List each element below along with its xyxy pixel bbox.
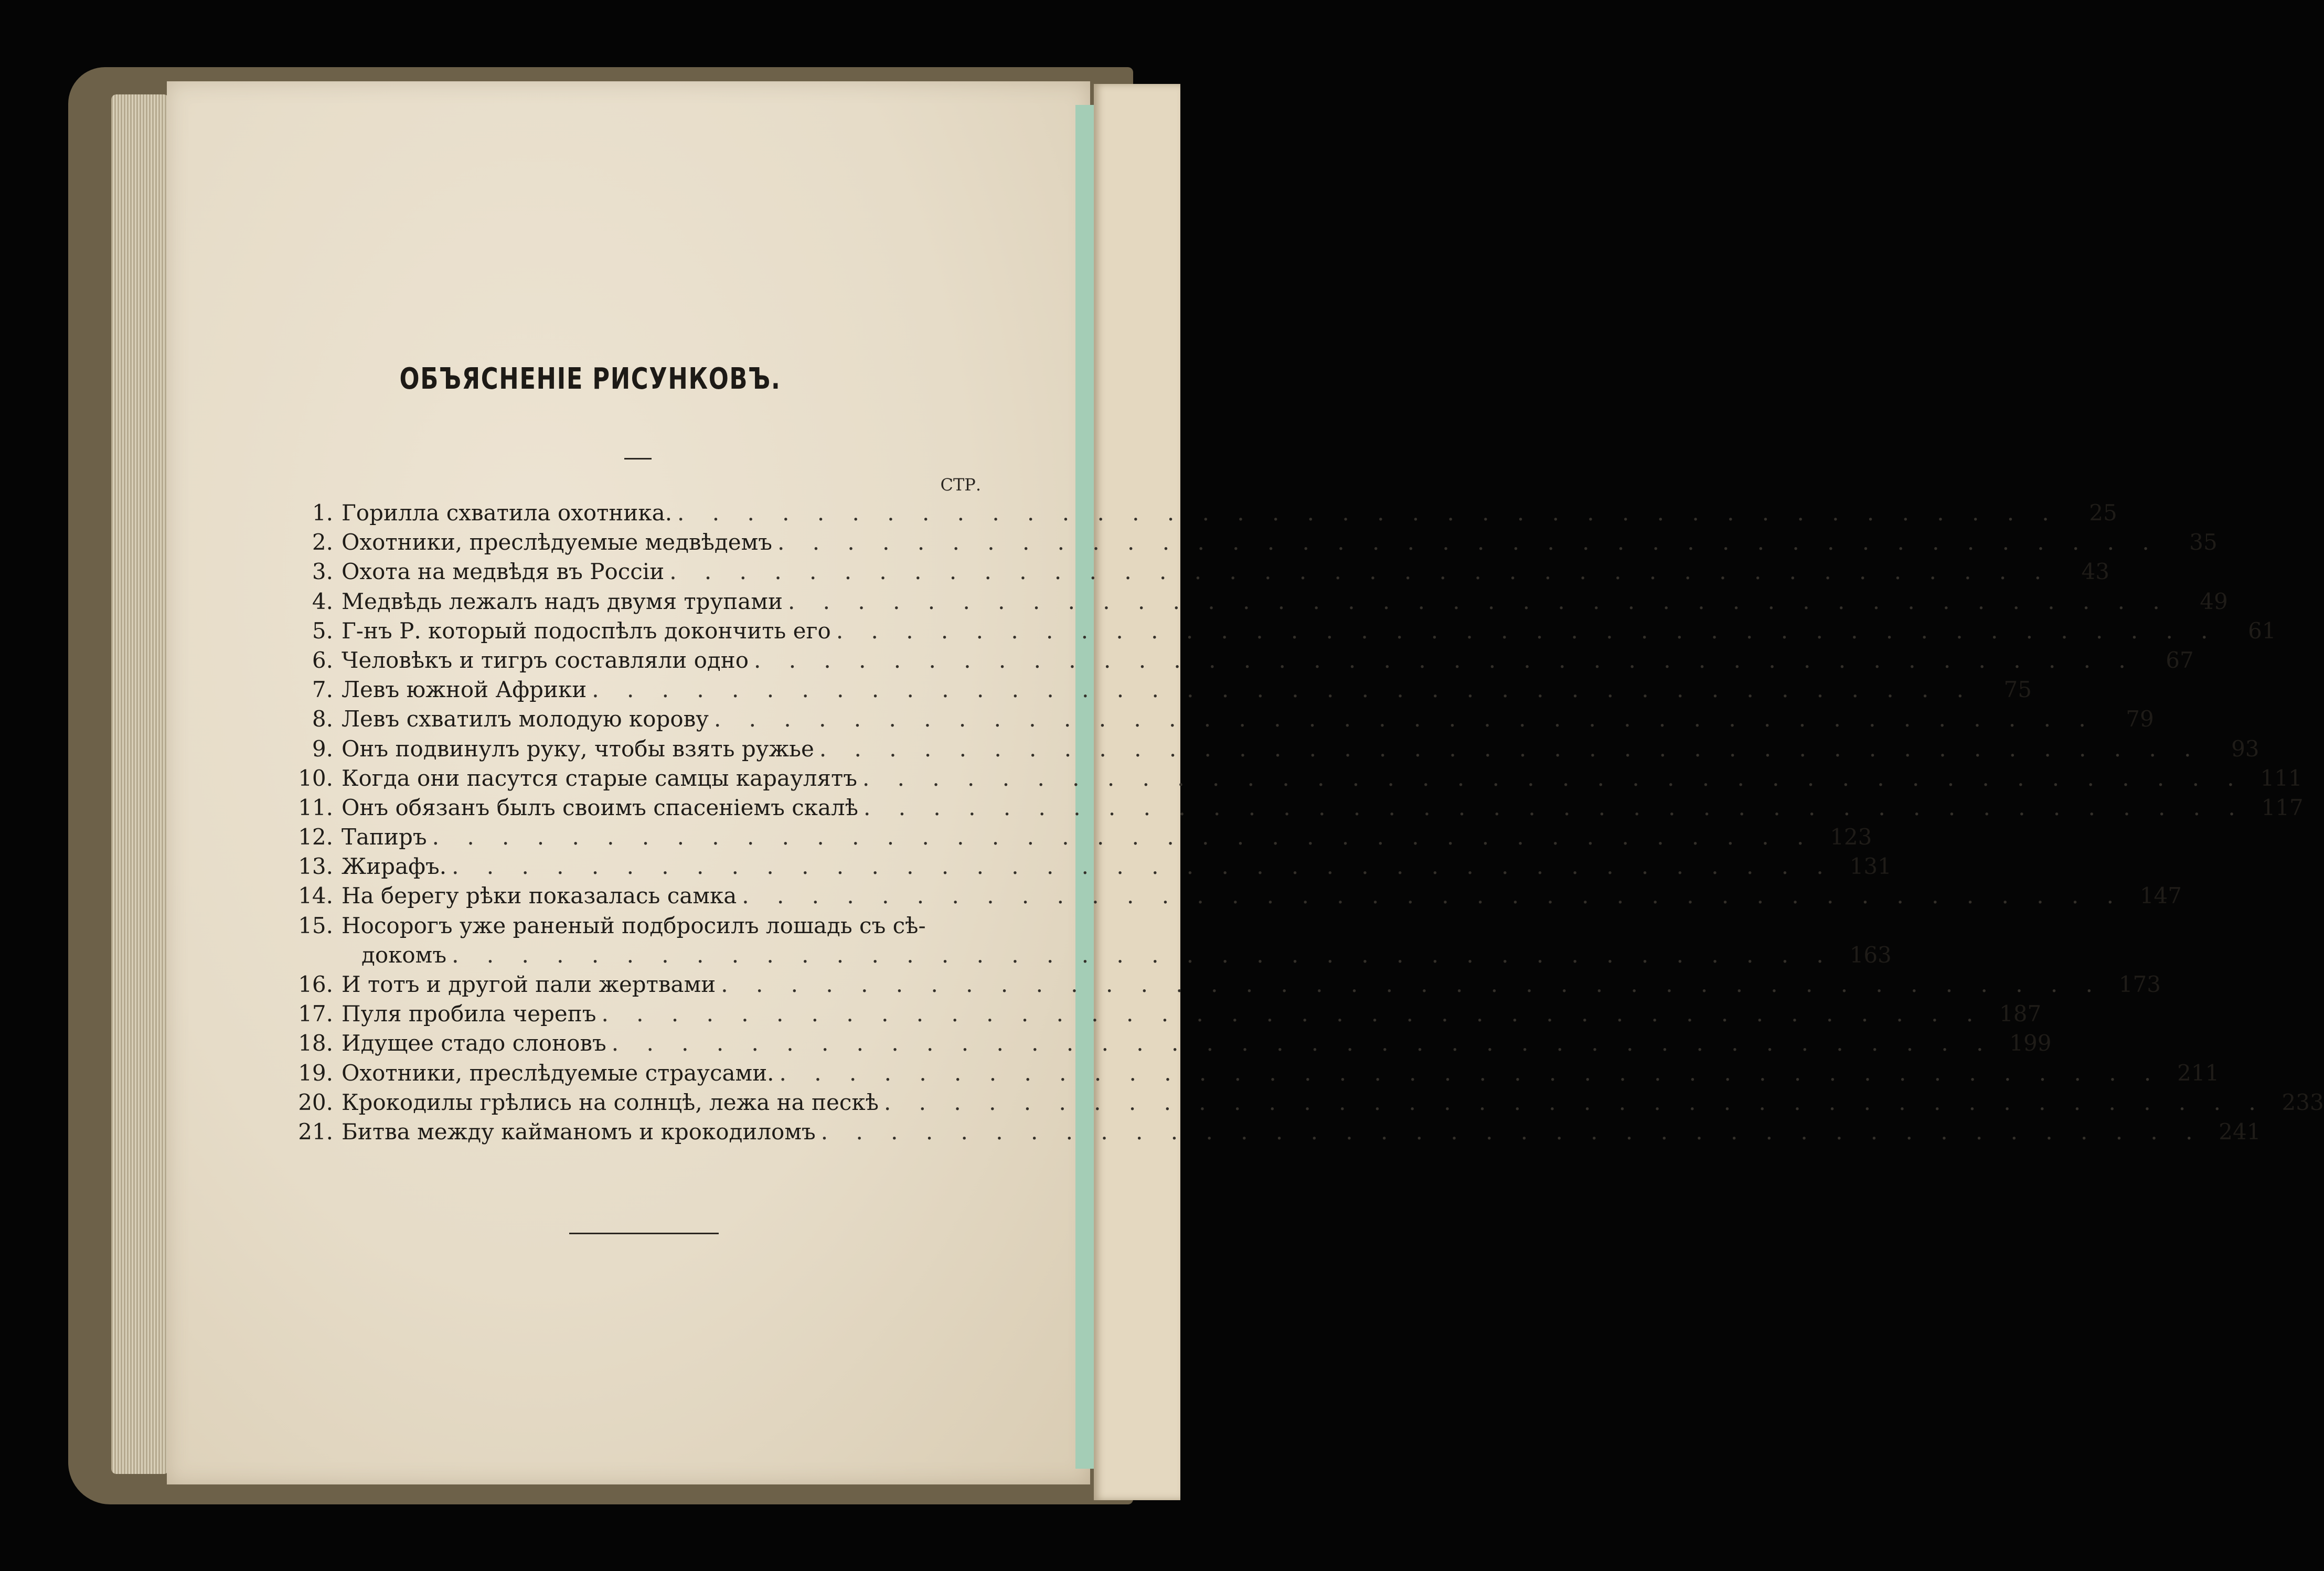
dot-leader: . . . . . . . . . . . . . . . . . . . . . . . . . . . . . . . . . . . . . . . . [862, 765, 2245, 791]
list-item [294, 764, 2302, 793]
list-item [294, 616, 2276, 646]
dot-leader: . . . . . . . . . . . . . . . . . . . . . . . . . . . . . . . . . . . . . . . . [721, 971, 2103, 997]
entry-title-continuation: докомъ [361, 942, 447, 968]
entry-title: Онъ подвинулъ руку, чтобы взять ружье [342, 735, 814, 762]
entry-number: 20. [298, 1089, 333, 1115]
entry-title: Носорогъ уже раненый подбросилъ лошадь съ сѣ- [342, 912, 926, 938]
dot-leader: . . . . . . . . . . . . . . . . . . . . . . . . . . . . . . . . . . . . . . . . [601, 1001, 1984, 1027]
list-item [294, 734, 2259, 764]
title-dash [624, 458, 652, 459]
entry-number: 11. [298, 794, 333, 820]
entry-number: 10. [298, 765, 333, 791]
dot-leader: . . . . . . . . . . . . . . . . . . . . . . . . . . . . . . . . . . . . . . . . [836, 617, 2219, 644]
list-item [294, 557, 2109, 586]
entry-number: 19. [298, 1060, 333, 1086]
entry-page: 49 [2200, 588, 2228, 614]
entry-page: 187 [1999, 1001, 2042, 1027]
entry-page: 131 [1849, 853, 1892, 880]
dot-leader: . . . . . . . . . . . . . . . . . . . . . . . . . . . . . . . . . . . . . . . . [611, 1030, 1994, 1056]
entry-title: Крокодилы грѣлись на солнцѣ, лежа на пескѣ [342, 1089, 879, 1115]
entry-title: Онъ обязанъ былъ своимъ спасенiемъ скалѣ [342, 794, 859, 820]
entry-page: 79 [2126, 706, 2154, 732]
entry-page: 25 [2089, 500, 2117, 526]
entry-title: Тапиръ [342, 824, 427, 850]
entry-page: 35 [2189, 529, 2218, 555]
illustrations-list [294, 498, 2324, 1147]
list-item [294, 675, 2032, 704]
dot-leader: . . . . . . . . . . . . . . . . . . . . . . . . . . . . . . . . . . . . . . . . [754, 647, 2136, 673]
entry-number: 14. [298, 883, 333, 909]
entry-title: На берегу рѣки показалась самка [342, 883, 737, 909]
entry-number: 8. [312, 706, 333, 732]
entry-page: 199 [2009, 1030, 2052, 1056]
list-item-continuation [294, 941, 1892, 970]
entry-page: 117 [2261, 794, 2304, 820]
page-edges [111, 94, 169, 1474]
entry-title: Жирафъ. [342, 853, 447, 880]
dot-leader: . . . . . . . . . . . . . . . . . . . . . . . . . . . . . . . . . . . . . . . . [677, 500, 2060, 526]
list-item [294, 970, 2161, 999]
entry-page: 43 [2081, 559, 2109, 585]
dot-leader: . . . . . . . . . . . . . . . . . . . . . . . . . . . . . . . . . . . . . . . . [452, 942, 1834, 968]
entry-page: 163 [1849, 942, 1892, 968]
entry-page: 93 [2231, 735, 2259, 762]
entry-title: Идущее стадо слоновъ [342, 1030, 606, 1056]
dot-leader: . . . . . . . . . . . . . . . . . . . . . . . . . . . . . . . . . . . . . . . . [432, 824, 1815, 850]
entry-number: 12. [298, 824, 333, 850]
entry-page: 75 [2003, 677, 2032, 703]
entry-page: 147 [2139, 883, 2182, 909]
list-item [294, 793, 2304, 822]
page-title: ОБЪЯСНЕНІЕ РИСУНКОВЪ. [399, 362, 781, 396]
entry-number: 2. [312, 529, 333, 555]
entry-number: 21. [298, 1118, 333, 1145]
list-item [294, 528, 2218, 557]
list-item [294, 822, 1872, 852]
entry-title: Охота на медвѣдя въ Россіи [342, 559, 665, 585]
dot-leader: . . . . . . . . . . . . . . . . . . . . . . . . . . . . . . . . . . . . . . . . [713, 706, 2096, 732]
dot-leader: . . . . . . . . . . . . . . . . . . . . . . . . . . . . . . . . . . . . . . . . [452, 853, 1834, 880]
entry-number: 15. [298, 912, 333, 938]
list-item [294, 498, 2117, 528]
entry-number: 13. [298, 853, 333, 880]
entry-title: Когда они пасутся старые самцы караулятъ [342, 765, 857, 791]
list-item [294, 587, 2228, 616]
entry-title: Левъ южной Африки [342, 677, 587, 703]
entry-number: 6. [312, 647, 333, 673]
entry-number: 7. [312, 677, 333, 703]
entry-page: 111 [2260, 765, 2302, 791]
entry-title: И тотъ и другой пали жертвами [342, 971, 716, 997]
entry-title: Г-нъ Р. который подоспѣлъ докончить его [342, 617, 831, 644]
list-item [294, 911, 981, 941]
list-item [294, 999, 2042, 1029]
dot-leader: . . . . . . . . . . . . . . . . . . . . . . . . . . . . . . . . . . . . . . . . [883, 1089, 2266, 1115]
dot-leader: . . . . . . . . . . . . . . . . . . . . . . . . . . . . . . . . . . . . . . . . [779, 1060, 2162, 1086]
entry-number: 9. [312, 735, 333, 762]
entry-title: Пуля пробила черепъ [342, 1001, 596, 1027]
entry-page: 123 [1830, 824, 1872, 850]
entry-title: Левъ схватилъ молодую корову [342, 706, 709, 732]
list-item [294, 646, 2194, 675]
dot-leader: . . . . . . . . . . . . . . . . . . . . . . . . . . . . . . . . . . . . . . . . [787, 588, 2170, 614]
entry-title: Человѣкъ и тигръ составляли одно [342, 647, 749, 673]
list-item [294, 1088, 2324, 1117]
entry-title: Горилла схватила охотника. [342, 500, 673, 526]
end-rule [569, 1233, 719, 1234]
list-item [294, 881, 2182, 911]
entry-number: 4. [312, 588, 333, 614]
entry-title: Медвѣдь лежалъ надъ двумя трупами [342, 588, 783, 614]
list-item [294, 1117, 2261, 1147]
entry-number: 3. [312, 559, 333, 585]
dot-leader: . . . . . . . . . . . . . . . . . . . . . . . . . . . . . . . . . . . . . . . . [742, 883, 2124, 909]
entry-number: 1. [312, 500, 333, 526]
list-item [294, 1029, 2052, 1058]
entry-number: 5. [312, 617, 333, 644]
dot-leader: . . . . . . . . . . . . . . . . . . . . . . . . . . . . . . . . . . . . . . . . [669, 559, 2052, 585]
entry-page: 67 [2166, 647, 2194, 673]
list-item [294, 1059, 2220, 1088]
entry-number: 18. [298, 1030, 333, 1056]
list-item [294, 704, 2154, 734]
entry-title: Охотники, преслѣдуемые страусами. [342, 1060, 774, 1086]
entry-number: 16. [298, 971, 333, 997]
dot-leader: . . . . . . . . . . . . . . . . . . . . . . . . . . . . . . . . . . . . . . . . [777, 529, 2160, 555]
entry-page: 233 [2282, 1089, 2324, 1115]
page-column-header: СТР. [940, 475, 981, 495]
entry-page: 61 [2248, 617, 2276, 644]
entry-page: 173 [2118, 971, 2161, 997]
dot-leader: . . . . . . . . . . . . . . . . . . . . . . . . . . . . . . . . . . . . . . . . [863, 794, 2246, 820]
entry-page: 211 [2177, 1060, 2220, 1086]
list-item [294, 852, 1892, 881]
dot-leader: . . . . . . . . . . . . . . . . . . . . . . . . . . . . . . . . . . . . . . . . [819, 735, 2202, 762]
entry-title: Битва между кайманомъ и крокодиломъ [342, 1118, 816, 1145]
entry-title: Охотники, преслѣдуемые медвѣдемъ [342, 529, 773, 555]
dot-leader: . . . . . . . . . . . . . . . . . . . . . . . . . . . . . . . . . . . . . . . . [592, 677, 1974, 703]
entry-page: 241 [2219, 1118, 2261, 1145]
dot-leader: . . . . . . . . . . . . . . . . . . . . . . . . . . . . . . . . . . . . . . . . [820, 1118, 2203, 1145]
entry-number: 17. [298, 1001, 333, 1027]
